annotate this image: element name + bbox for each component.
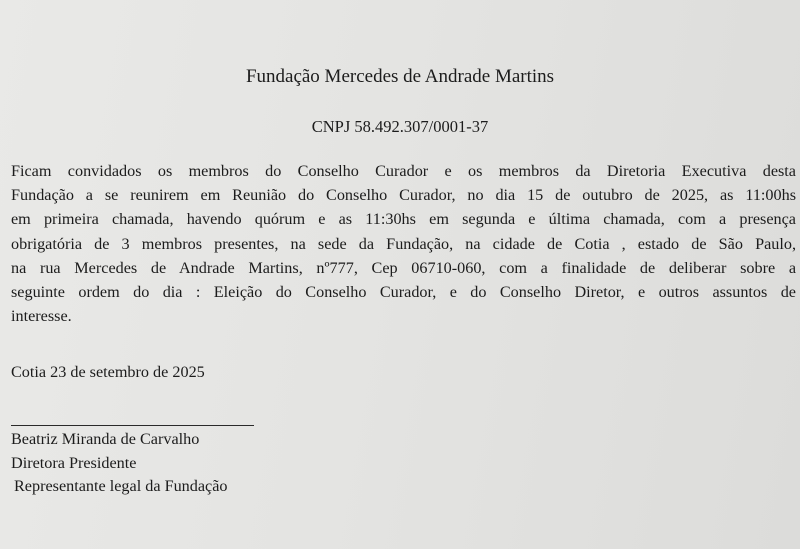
date-line: Cotia 23 de setembro de 2025	[11, 363, 205, 381]
document-title: Fundação Mercedes de Andrade Martins	[245, 66, 555, 87]
cnpj-number: CNPJ 58.492.307/0001-37	[311, 117, 489, 136]
paragraph-line: na rua Mercedes de Andrade Martins, nº777, Cep 06710-060, com a finalidade de deliberar sobre a	[11, 258, 796, 277]
signatory-representation: Representante legal da Fundação	[14, 477, 228, 495]
paragraph-line: interesse.	[11, 307, 72, 326]
paragraph-line: em primeira chamada, havendo quórum e as 11:30hs em segunda e última chamada, com a presença	[11, 210, 796, 229]
paragraph-line: seguinte ordem do dia : Eleição do Conselho Curador, e do Conselho Diretor, e outros assuntos de	[11, 283, 796, 302]
paragraph-line: Ficam convidados os membros do Conselho Curador e os membros da Diretoria Executiva desta	[11, 162, 796, 180]
signatory-role: Diretora Presidente	[11, 454, 137, 472]
signature-line	[11, 425, 254, 426]
paragraph-line: obrigatória de 3 membros presentes, na sede da Fundação, na cidade de Cotia , estado de São Paulo,	[11, 234, 796, 253]
invitation-paragraph	[11, 159, 796, 328]
signatory-name: Beatriz Miranda de Carvalho	[11, 430, 200, 448]
paragraph-line: Fundação a se reunirem em Reunião do Conselho Curador, no dia 15 de outubro de 2025, as 11:00hs	[11, 186, 796, 205]
